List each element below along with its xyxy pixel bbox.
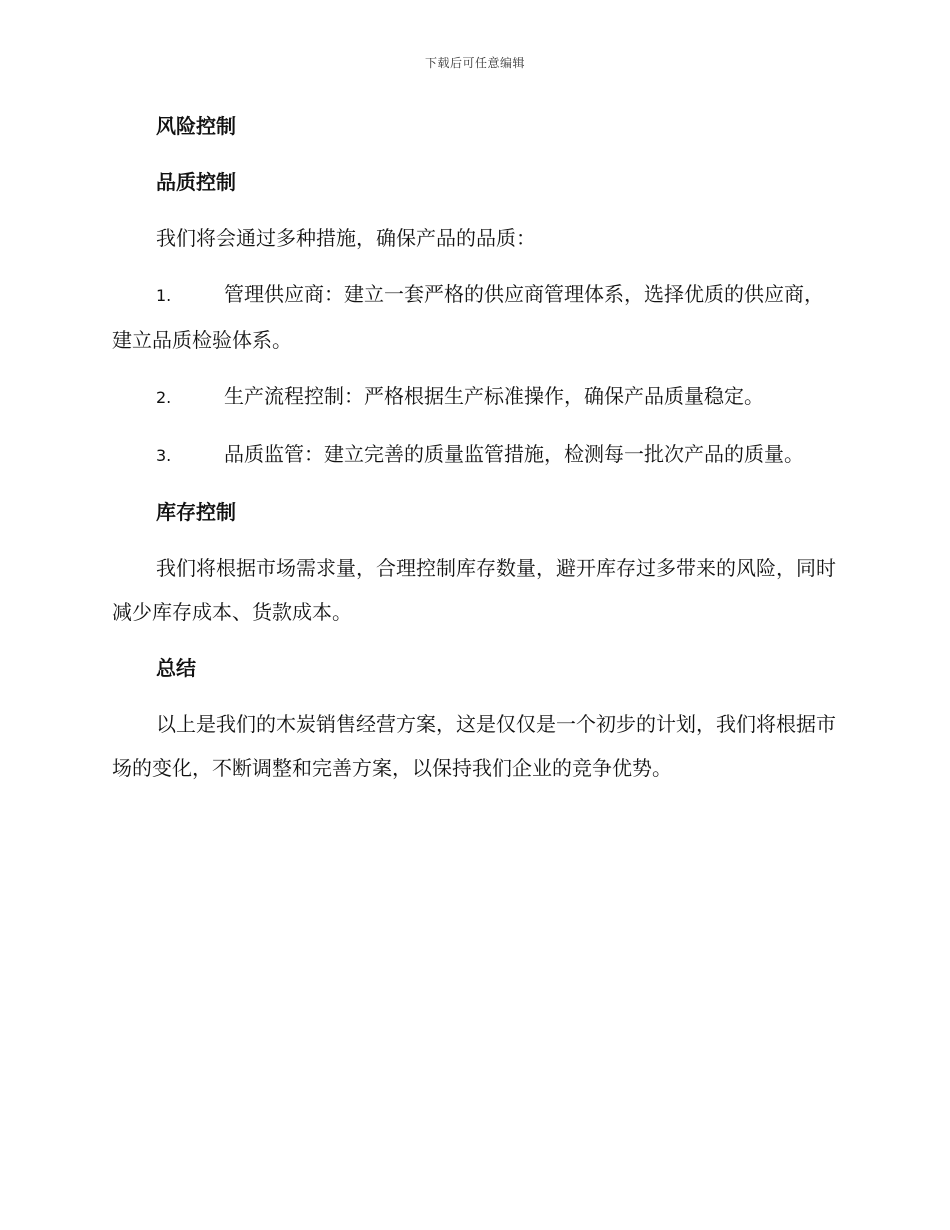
header-note: 下载后可任意编辑: [424, 56, 525, 70]
inventory-paragraph: 我们将根据市场需求量，合理控制库存数量，避开库存过多带来的风险，同时减少库存成本、货款成本。: [112, 556, 836, 624]
heading-summary: 总结: [156, 656, 196, 680]
summary-paragraph: 以上是我们的木炭销售经营方案，这是仅仅是一个初步的计划，我们将根据市场的变化，不断调整和完善方案，以保持我们企业的竞争优势。: [112, 712, 836, 780]
list-item: [112, 374, 836, 420]
list-item-number: 1.: [156, 286, 172, 305]
list-item: [112, 432, 836, 478]
quality-intro-paragraph: 我们将会通过多种措施，确保产品的品质：: [156, 226, 536, 250]
list-item: [112, 272, 836, 362]
heading-inventory-control: 库存控制: [156, 500, 236, 524]
list-item-text: 品质监管：建立完善的质量监管措施，检测每一批次产品的质量。: [224, 442, 804, 466]
list-item-number: 3.: [156, 446, 172, 465]
heading-quality-control: 品质控制: [156, 170, 236, 194]
list-item-text: 管理供应商：建立一套严格的供应商管理体系，选择优质的供应商，建立品质检验体系。: [112, 282, 824, 352]
list-item-number: 2.: [156, 388, 172, 407]
document-body: [112, 104, 836, 802]
list-item-text: 生产流程控制：严格根据生产标准操作，确保产品质量稳定。: [224, 384, 764, 408]
heading-risk-control: 风险控制: [156, 114, 236, 138]
